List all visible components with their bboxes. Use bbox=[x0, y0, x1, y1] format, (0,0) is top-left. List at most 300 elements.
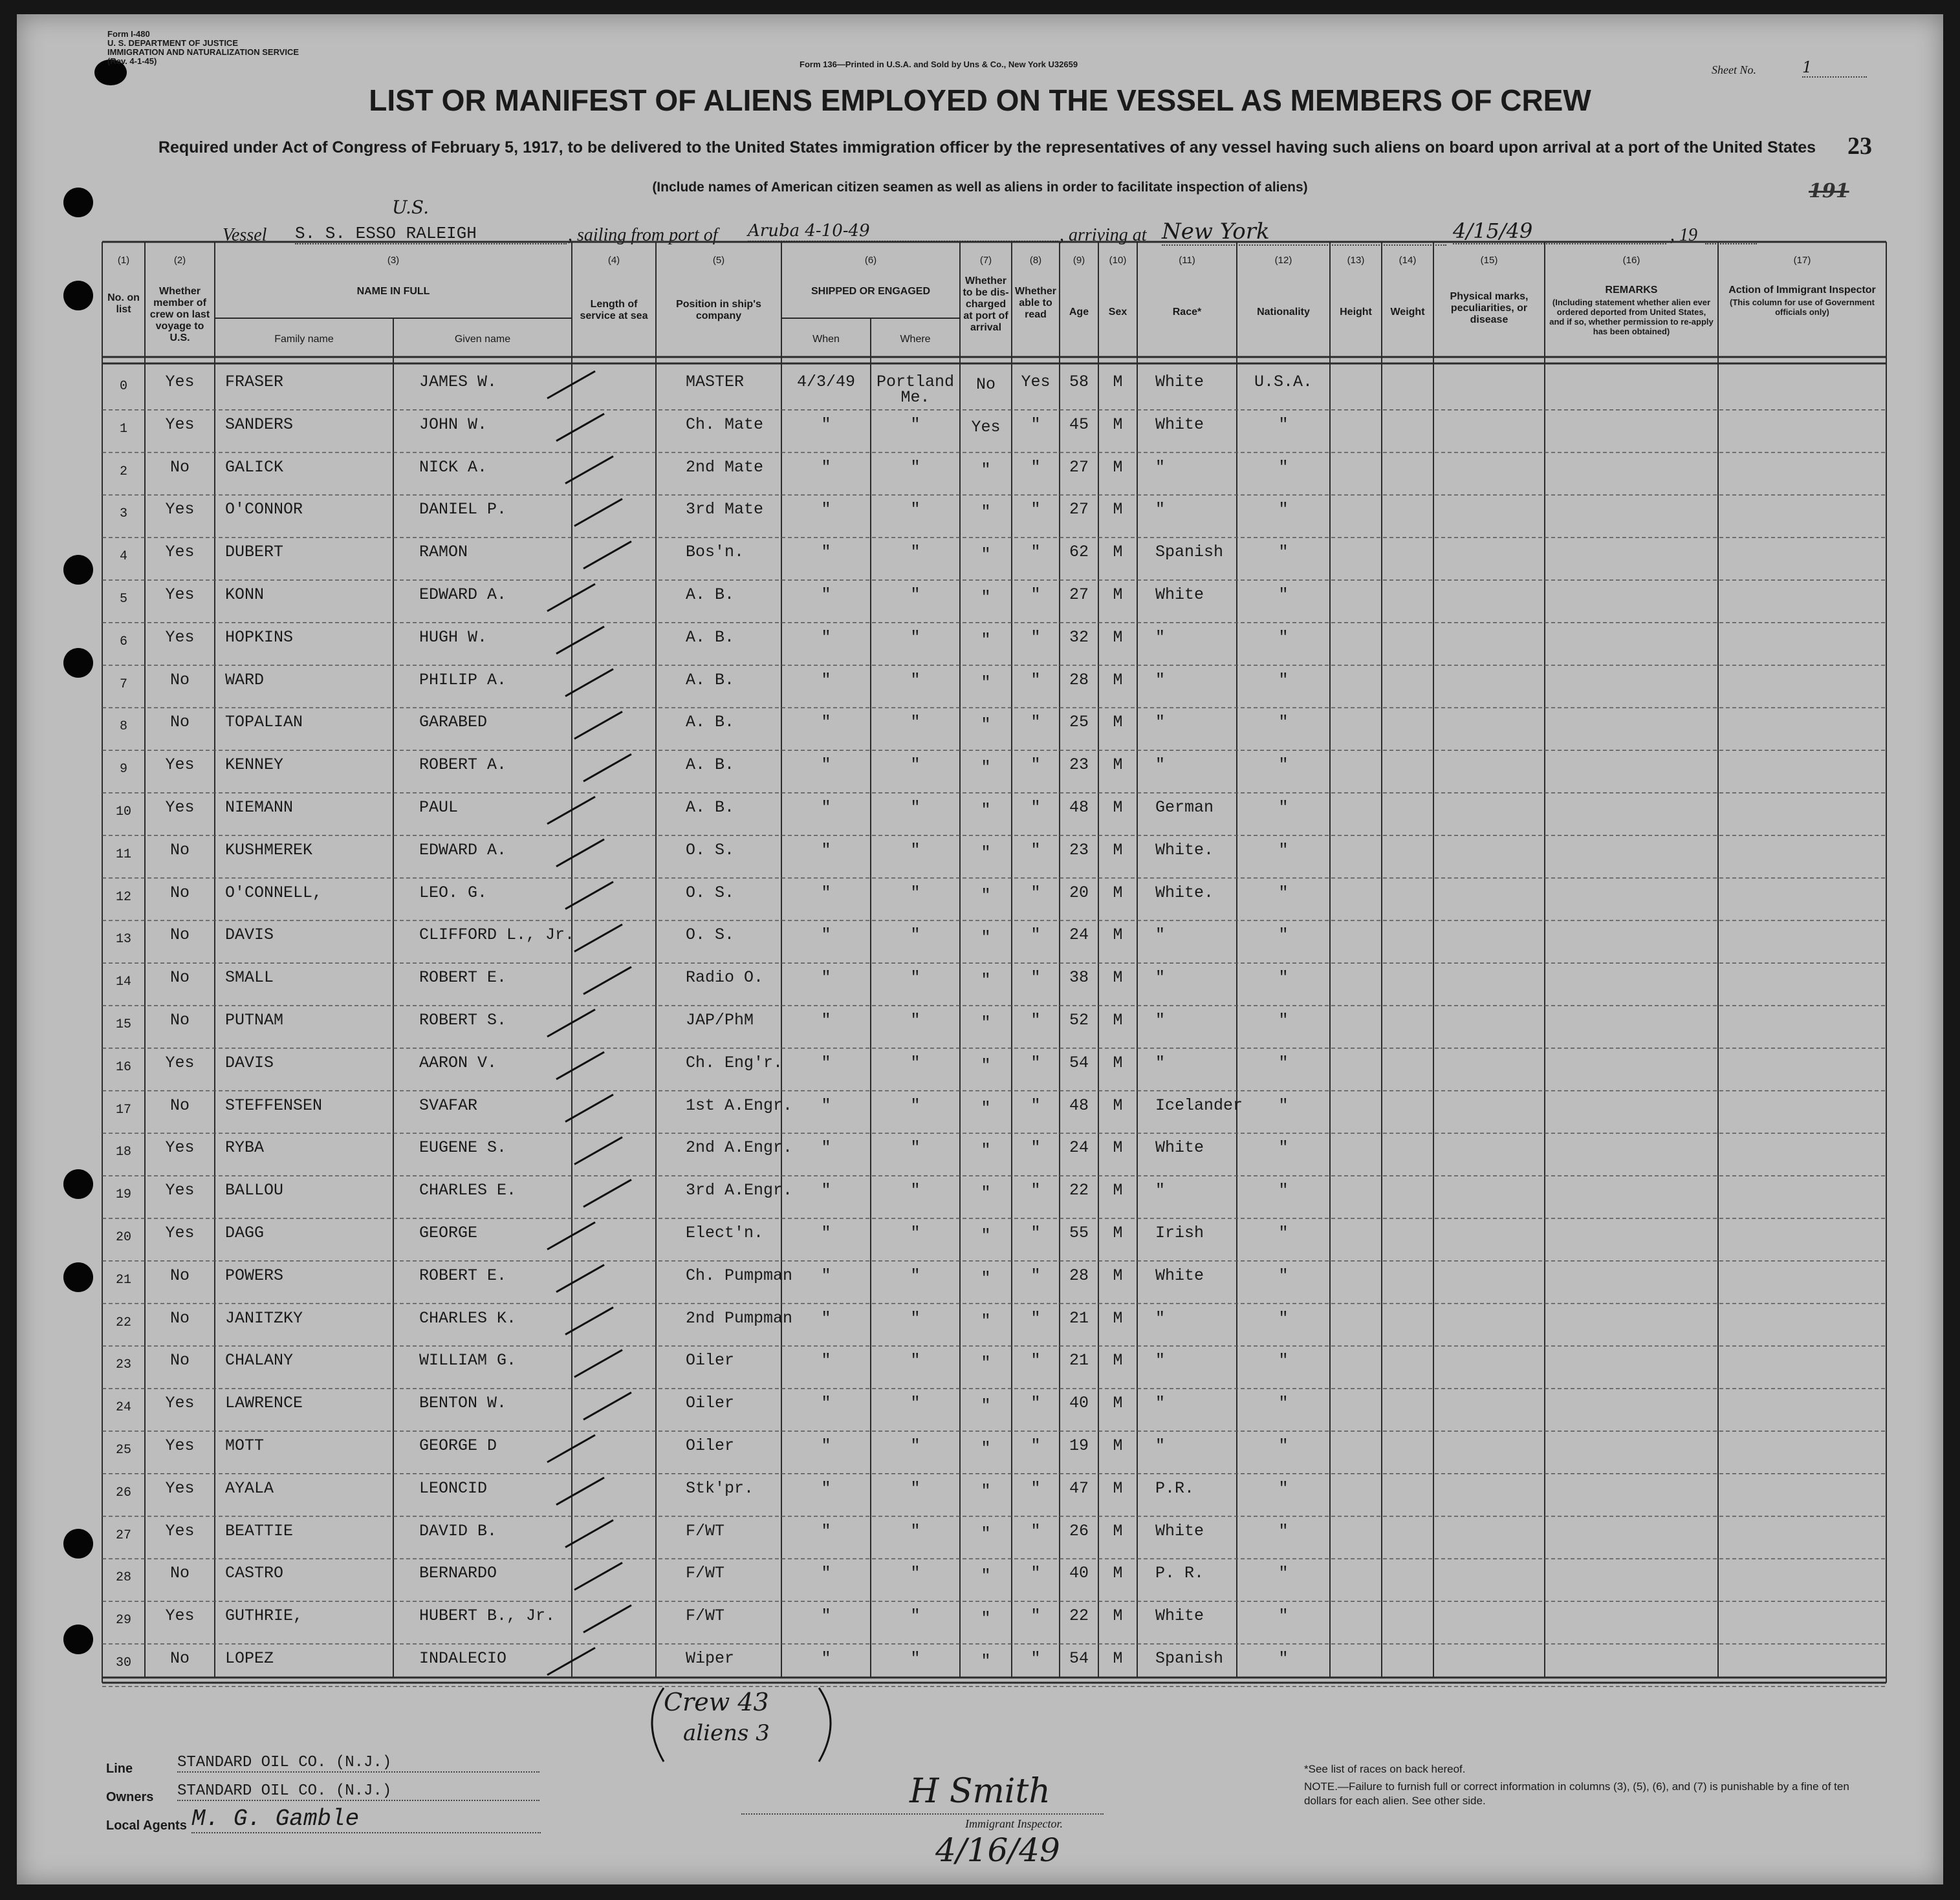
race: " bbox=[1155, 1011, 1166, 1030]
family-name: WARD bbox=[225, 670, 265, 689]
discharged-flag: " bbox=[981, 460, 991, 479]
row-number: 19 bbox=[115, 1187, 131, 1203]
discharged-flag: " bbox=[981, 801, 991, 819]
given-name: SVAFAR bbox=[419, 1096, 478, 1115]
able-to-read: " bbox=[1030, 1011, 1041, 1030]
crew-last-voyage: Yes bbox=[165, 1053, 195, 1072]
shipped-where: " bbox=[910, 1224, 920, 1242]
crew-last-voyage: No bbox=[169, 840, 190, 859]
age: 40 bbox=[1069, 1564, 1089, 1583]
discharged-flag: No bbox=[975, 375, 996, 394]
nationality: " bbox=[1278, 755, 1289, 775]
shipped-where: " bbox=[910, 1564, 920, 1583]
able-to-read: " bbox=[1030, 840, 1041, 859]
crew-last-voyage: Yes bbox=[165, 798, 195, 817]
discharged-flag: " bbox=[981, 1354, 991, 1373]
shipped-when: " bbox=[821, 1606, 831, 1626]
column-subheader: When bbox=[812, 334, 840, 345]
crew-last-voyage: No bbox=[169, 670, 190, 689]
column-subnote: (Including statement whether alien ever ordered deported from United States, and if so, whether permission to re-apply has been obtained) bbox=[1549, 297, 1714, 336]
nationality: " bbox=[1278, 925, 1289, 945]
column-header: Whether able to read bbox=[1015, 286, 1056, 320]
nationality: " bbox=[1278, 1138, 1289, 1158]
family-name: RYBA bbox=[225, 1138, 265, 1158]
sex: M bbox=[1113, 1521, 1123, 1540]
able-to-read: " bbox=[1030, 925, 1041, 945]
family-name: CASTRO bbox=[225, 1564, 284, 1583]
crew-last-voyage: No bbox=[169, 1308, 190, 1328]
race: " bbox=[1155, 1053, 1166, 1072]
family-name: DUBERT bbox=[225, 543, 284, 562]
family-name: SMALL bbox=[225, 968, 274, 988]
able-to-read: " bbox=[1030, 585, 1041, 604]
age: 40 bbox=[1069, 1394, 1089, 1413]
shipped-where: " bbox=[910, 883, 920, 902]
shipped-when: " bbox=[821, 457, 831, 477]
nationality: " bbox=[1278, 1308, 1289, 1328]
sex: M bbox=[1113, 543, 1123, 562]
race: P. R. bbox=[1155, 1564, 1204, 1583]
punch-hole bbox=[63, 1529, 93, 1559]
sex: M bbox=[1113, 840, 1123, 859]
nationality: " bbox=[1278, 840, 1289, 859]
position: Oiler bbox=[686, 1351, 735, 1370]
able-to-read: " bbox=[1030, 1564, 1041, 1583]
race: Icelander bbox=[1155, 1096, 1243, 1115]
discharged-flag: " bbox=[981, 545, 991, 565]
signature-line bbox=[741, 1813, 1104, 1815]
given-name: RAMON bbox=[419, 543, 468, 562]
shipped-where-state: Me. bbox=[900, 388, 930, 407]
check-mark bbox=[583, 1180, 631, 1207]
sex: M bbox=[1113, 925, 1123, 945]
row-number: 15 bbox=[115, 1017, 131, 1032]
column-number: (15) bbox=[1480, 255, 1498, 266]
race: " bbox=[1155, 1351, 1166, 1370]
requirement-note: (Include names of American citizen seamen as well as aliens in order to facilitate inspection of aliens) bbox=[652, 180, 1308, 195]
shipped-when: " bbox=[821, 1394, 831, 1413]
given-name: EDWARD A. bbox=[419, 585, 507, 604]
able-to-read: " bbox=[1030, 1478, 1041, 1498]
family-name: O'CONNELL, bbox=[225, 883, 323, 902]
family-name: JANITZKY bbox=[225, 1308, 303, 1328]
vessel-label: Vessel bbox=[223, 225, 267, 245]
discharged-flag: Yes bbox=[971, 417, 1001, 437]
nationality: " bbox=[1278, 1606, 1289, 1626]
sex: M bbox=[1113, 1011, 1123, 1030]
shipped-where: " bbox=[910, 585, 920, 604]
position: O. S. bbox=[686, 883, 735, 902]
able-to-read: " bbox=[1030, 543, 1041, 562]
shipped-when: " bbox=[821, 1478, 831, 1498]
sex: M bbox=[1113, 1308, 1123, 1328]
crew-last-voyage: Yes bbox=[165, 1181, 195, 1200]
crew-last-voyage: Yes bbox=[165, 1478, 195, 1498]
crew-last-voyage: No bbox=[169, 968, 190, 988]
position: A. B. bbox=[686, 755, 735, 775]
shipped-where: " bbox=[910, 1606, 920, 1626]
shipped-when: " bbox=[821, 1351, 831, 1370]
discharged-flag: " bbox=[981, 715, 991, 735]
punch-hole bbox=[63, 1169, 93, 1199]
document-title: LIST OR MANIFEST OF ALIENS EMPLOYED ON THE VESSEL AS MEMBERS OF CREW bbox=[369, 83, 1591, 117]
age: 22 bbox=[1069, 1181, 1089, 1200]
able-to-read: " bbox=[1030, 1308, 1041, 1328]
family-name: KUSHMEREK bbox=[225, 840, 313, 859]
nationality: " bbox=[1278, 1394, 1289, 1413]
shipped-where: " bbox=[910, 1096, 920, 1115]
row-number: 9 bbox=[119, 762, 127, 777]
race: P.R. bbox=[1155, 1478, 1195, 1498]
given-name: CLIFFORD L., Jr. bbox=[419, 925, 575, 945]
row-number: 27 bbox=[115, 1528, 131, 1543]
sex: M bbox=[1113, 372, 1123, 391]
column-number: (2) bbox=[173, 255, 186, 266]
shipped-when: " bbox=[821, 840, 831, 859]
column-number: (9) bbox=[1073, 255, 1085, 266]
able-to-read: " bbox=[1030, 883, 1041, 902]
crew-last-voyage: Yes bbox=[165, 500, 195, 519]
discharged-flag: " bbox=[981, 1481, 991, 1500]
row-number: 0 bbox=[119, 379, 127, 394]
position: F/WT bbox=[686, 1606, 725, 1626]
age: 54 bbox=[1069, 1053, 1089, 1072]
sex: M bbox=[1113, 1181, 1123, 1200]
sailing-port: Aruba 4-10-49 bbox=[748, 221, 1058, 242]
sex: M bbox=[1113, 585, 1123, 604]
column-number: (8) bbox=[1029, 255, 1042, 266]
row-number: 10 bbox=[115, 804, 131, 819]
check-mark bbox=[565, 1095, 613, 1122]
shipped-when: " bbox=[821, 1266, 831, 1285]
crew-last-voyage: Yes bbox=[165, 1224, 195, 1242]
position: 2nd Pumpman bbox=[686, 1308, 793, 1328]
crew-last-voyage: No bbox=[169, 925, 190, 945]
check-mark bbox=[565, 669, 613, 696]
family-name: O'CONNOR bbox=[225, 500, 303, 519]
sex: M bbox=[1113, 713, 1123, 732]
column-subheader: Where bbox=[900, 334, 931, 345]
column-subheader: Family name bbox=[274, 334, 334, 345]
race: White bbox=[1155, 1606, 1204, 1626]
family-name: TOPALIAN bbox=[225, 713, 303, 732]
page-number: 23 bbox=[1847, 133, 1872, 160]
shipped-when: " bbox=[821, 585, 831, 604]
age: 55 bbox=[1069, 1224, 1089, 1242]
shipped-when: " bbox=[821, 1053, 831, 1072]
sex: M bbox=[1113, 1478, 1123, 1498]
discharged-flag: " bbox=[981, 1609, 991, 1628]
column-header: Whether member of crew on last voyage to U.S. bbox=[149, 286, 210, 343]
nationality: " bbox=[1278, 627, 1289, 647]
discharged-flag: " bbox=[981, 1524, 991, 1543]
race: German bbox=[1155, 798, 1214, 817]
check-mark bbox=[583, 541, 631, 568]
shipped-when: " bbox=[821, 1649, 831, 1668]
row-number: 1 bbox=[119, 421, 127, 437]
discharged-flag: " bbox=[981, 758, 991, 777]
crew-last-voyage: No bbox=[169, 1564, 190, 1583]
nationality: " bbox=[1278, 1564, 1289, 1583]
crew-last-voyage: Yes bbox=[165, 1436, 195, 1455]
check-mark bbox=[565, 457, 613, 484]
row-number: 25 bbox=[115, 1443, 131, 1458]
sex: M bbox=[1113, 1096, 1123, 1115]
age: 62 bbox=[1069, 543, 1089, 562]
nationality: " bbox=[1278, 585, 1289, 604]
requirement-text: Required under Act of Congress of February 5, 1917, to be delivered to the United States immigration officer by the representatives of any vessel having such aliens on board upon arrival at a port of the United States bbox=[158, 138, 1816, 157]
given-name: DANIEL P. bbox=[419, 500, 507, 519]
position: Stk'pr. bbox=[686, 1478, 754, 1498]
shipped-where: " bbox=[910, 1308, 920, 1328]
column-header: REMARKS bbox=[1605, 285, 1658, 296]
penalty-note: NOTE.—Failure to furnish full or correct information in columns (3), (5), (6), and (7) is punishable by a fine of ten dollars for each alien. See other side. bbox=[1304, 1780, 1849, 1807]
position: A. B. bbox=[686, 627, 735, 647]
position: Ch. Eng'r. bbox=[686, 1053, 783, 1072]
nationality: " bbox=[1278, 415, 1289, 434]
sex: M bbox=[1113, 1649, 1123, 1668]
age: 24 bbox=[1069, 925, 1089, 945]
crew-last-voyage: Yes bbox=[165, 1394, 195, 1413]
crew-last-voyage: Yes bbox=[165, 543, 195, 562]
nationality: " bbox=[1278, 883, 1289, 902]
crew-last-voyage: No bbox=[169, 713, 190, 732]
column-header: Weight bbox=[1390, 307, 1425, 318]
nationality: " bbox=[1278, 1266, 1289, 1285]
race: White. bbox=[1155, 883, 1214, 902]
position: A. B. bbox=[686, 585, 735, 604]
sex: M bbox=[1113, 415, 1123, 434]
crew-last-voyage: No bbox=[169, 1649, 190, 1668]
given-name: GEORGE D bbox=[419, 1436, 497, 1455]
crew-last-voyage: Yes bbox=[165, 585, 195, 604]
family-name: DAVIS bbox=[225, 925, 274, 945]
column-subheader: Given name bbox=[454, 334, 511, 345]
race: " bbox=[1155, 670, 1166, 689]
family-name: FRASER bbox=[225, 372, 284, 391]
shipped-when: " bbox=[821, 415, 831, 434]
shipped-when: " bbox=[821, 1521, 831, 1540]
shipped-where: " bbox=[910, 1351, 920, 1370]
age: 27 bbox=[1069, 585, 1089, 604]
given-name: ROBERT E. bbox=[419, 1266, 507, 1285]
line-label: Line bbox=[106, 1762, 133, 1776]
shipped-where: " bbox=[910, 925, 920, 945]
column-number: (16) bbox=[1622, 255, 1640, 266]
family-name: KENNEY bbox=[225, 755, 284, 775]
age: 28 bbox=[1069, 670, 1089, 689]
age: 27 bbox=[1069, 457, 1089, 477]
check-mark bbox=[583, 967, 631, 994]
nationality: " bbox=[1278, 713, 1289, 732]
punch-hole bbox=[63, 1625, 93, 1654]
discharged-flag: " bbox=[981, 1055, 991, 1075]
position: 1st A.Engr. bbox=[686, 1096, 793, 1115]
column-number: (12) bbox=[1274, 255, 1292, 266]
position: Elect'n. bbox=[686, 1224, 764, 1242]
family-name: HOPKINS bbox=[225, 627, 294, 647]
sex: M bbox=[1113, 1606, 1123, 1626]
nationality: " bbox=[1278, 1649, 1289, 1668]
able-to-read: " bbox=[1030, 457, 1041, 477]
column-number: (4) bbox=[607, 255, 620, 266]
given-name: BENTON W. bbox=[419, 1394, 507, 1413]
shipped-when: " bbox=[821, 925, 831, 945]
sex: M bbox=[1113, 798, 1123, 817]
able-to-read: Yes bbox=[1021, 372, 1051, 391]
crew-last-voyage: No bbox=[169, 1266, 190, 1285]
check-mark bbox=[583, 754, 631, 781]
able-to-read: " bbox=[1030, 968, 1041, 988]
shipped-where: " bbox=[910, 1436, 920, 1455]
race: " bbox=[1155, 1436, 1166, 1455]
family-name: DAVIS bbox=[225, 1053, 274, 1072]
inspection-date: 4/16/49 bbox=[935, 1831, 1060, 1869]
crew-last-voyage: No bbox=[169, 883, 190, 902]
discharged-flag: " bbox=[981, 843, 991, 862]
crew-last-voyage: No bbox=[169, 1351, 190, 1370]
check-mark bbox=[583, 1392, 631, 1420]
shipped-when: " bbox=[821, 755, 831, 775]
line-value: STANDARD OIL CO. (N.J.) bbox=[177, 1754, 539, 1773]
owners-value: STANDARD OIL CO. (N.J.) bbox=[177, 1782, 539, 1801]
crew-last-voyage: Yes bbox=[165, 627, 195, 647]
sex: M bbox=[1113, 1138, 1123, 1158]
given-name: CHARLES K. bbox=[419, 1308, 517, 1328]
position: F/WT bbox=[686, 1564, 725, 1583]
discharged-flag: " bbox=[981, 1396, 991, 1416]
shipped-where: " bbox=[910, 798, 920, 817]
shipped-where: " bbox=[910, 840, 920, 859]
family-name: MOTT bbox=[225, 1436, 265, 1455]
given-name: AARON V. bbox=[419, 1053, 497, 1072]
given-name: JAMES W. bbox=[419, 372, 497, 391]
printer-line: Form 136—Printed in U.S.A. and Sold by Uns & Co., New York U32659 bbox=[800, 59, 1078, 69]
nationality: " bbox=[1278, 798, 1289, 817]
age: 48 bbox=[1069, 798, 1089, 817]
able-to-read: " bbox=[1030, 1138, 1041, 1158]
shipped-when: " bbox=[821, 1011, 831, 1030]
position: Wiper bbox=[686, 1649, 735, 1668]
family-name: LOPEZ bbox=[225, 1649, 274, 1668]
given-name: BERNARDO bbox=[419, 1564, 497, 1583]
column-number: (6) bbox=[864, 255, 877, 266]
column-header: Physical marks, peculiarities, or disease bbox=[1450, 291, 1529, 325]
nationality: " bbox=[1278, 1096, 1289, 1115]
discharged-flag: " bbox=[981, 1098, 991, 1117]
able-to-read: " bbox=[1030, 670, 1041, 689]
shipped-when: " bbox=[821, 883, 831, 902]
race: White bbox=[1155, 415, 1204, 434]
shipped-when: " bbox=[821, 543, 831, 562]
able-to-read: " bbox=[1030, 415, 1041, 434]
sex: M bbox=[1113, 883, 1123, 902]
row-number: 11 bbox=[115, 847, 131, 862]
vessel-name: S. S. ESSO RALEIGH bbox=[295, 224, 567, 244]
given-name: INDALECIO bbox=[419, 1649, 507, 1668]
able-to-read: " bbox=[1030, 627, 1041, 647]
age: 20 bbox=[1069, 883, 1089, 902]
arriving-label: , arriving at bbox=[1060, 225, 1147, 245]
crew-tally: Crew 43 bbox=[664, 1688, 769, 1716]
vessel-prefix: U.S. bbox=[392, 197, 430, 218]
row-number: 21 bbox=[115, 1272, 131, 1288]
shipped-when: 4/3/49 bbox=[796, 372, 855, 391]
position: Oiler bbox=[686, 1436, 735, 1455]
race: " bbox=[1155, 457, 1166, 477]
row-number: 30 bbox=[115, 1656, 131, 1670]
row-number: 5 bbox=[119, 592, 127, 607]
nationality: U.S.A. bbox=[1254, 372, 1312, 391]
row-number: 7 bbox=[119, 676, 127, 692]
given-name: ROBERT S. bbox=[419, 1011, 507, 1030]
shipped-where: " bbox=[910, 755, 920, 775]
shipped-where: " bbox=[910, 1649, 920, 1668]
shipped-where: " bbox=[910, 1478, 920, 1498]
shipped-where: Portland bbox=[876, 372, 955, 391]
race: Irish bbox=[1155, 1224, 1204, 1242]
shipped-when: " bbox=[821, 670, 831, 689]
shipped-where: " bbox=[910, 1011, 920, 1030]
position: A. B. bbox=[686, 798, 735, 817]
shipped-when: " bbox=[821, 968, 831, 988]
sex: M bbox=[1113, 1436, 1123, 1455]
nationality: " bbox=[1278, 968, 1289, 988]
age: 28 bbox=[1069, 1266, 1089, 1285]
discharged-flag: " bbox=[981, 1141, 991, 1160]
row-number: 24 bbox=[115, 1400, 131, 1416]
given-name: ROBERT A. bbox=[419, 755, 507, 775]
column-number: (10) bbox=[1109, 255, 1127, 266]
family-name: POWERS bbox=[225, 1266, 284, 1285]
nationality: " bbox=[1278, 670, 1289, 689]
age: 54 bbox=[1069, 1649, 1089, 1668]
sex: M bbox=[1113, 1351, 1123, 1370]
race: White bbox=[1155, 585, 1204, 604]
column-header: Nationality bbox=[1257, 307, 1310, 318]
column-header: NAME IN FULL bbox=[356, 286, 430, 297]
position: Oiler bbox=[686, 1394, 735, 1413]
position: Bos'n. bbox=[686, 543, 745, 562]
age: 23 bbox=[1069, 755, 1089, 775]
position: 3rd A.Engr. bbox=[686, 1181, 793, 1200]
given-name: GARABED bbox=[419, 713, 488, 732]
family-name: KONN bbox=[225, 585, 265, 604]
position: 3rd Mate bbox=[686, 500, 764, 519]
row-number: 26 bbox=[115, 1485, 131, 1500]
shipped-when: " bbox=[821, 1096, 831, 1115]
row-number: 18 bbox=[115, 1145, 131, 1160]
sex: M bbox=[1113, 627, 1123, 647]
position: 2nd A.Engr. bbox=[686, 1138, 793, 1158]
shipped-when: " bbox=[821, 713, 831, 732]
discharged-flag: " bbox=[981, 1311, 991, 1330]
check-mark bbox=[574, 1137, 622, 1164]
row-number: 20 bbox=[115, 1230, 131, 1245]
discharged-flag: " bbox=[981, 673, 991, 692]
sex: M bbox=[1113, 1224, 1123, 1242]
able-to-read: " bbox=[1030, 713, 1041, 732]
given-name: ROBERT E. bbox=[419, 968, 507, 988]
position: Ch. Mate bbox=[686, 415, 764, 434]
shipped-where: " bbox=[910, 1521, 920, 1540]
given-name: PAUL bbox=[419, 798, 459, 817]
sex: M bbox=[1113, 670, 1123, 689]
punch-hole bbox=[63, 281, 93, 310]
column-header: Position in ship's company bbox=[676, 299, 761, 321]
position: MASTER bbox=[686, 372, 745, 391]
owners-label: Owners bbox=[106, 1790, 154, 1804]
